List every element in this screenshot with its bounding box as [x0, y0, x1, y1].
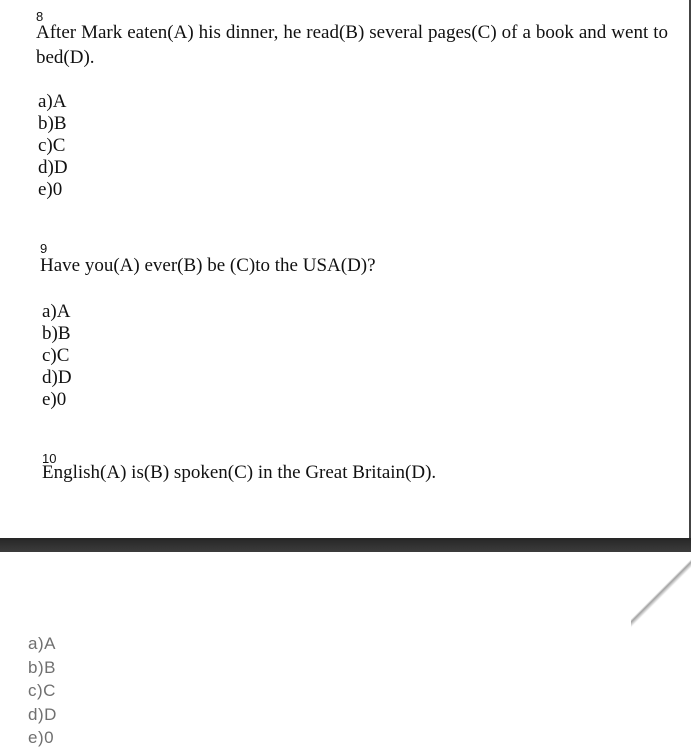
question-8-option-a: a)A [38, 91, 67, 112]
question-9-text: Have you(A) ever(B) be (C)to the USA(D)? [40, 255, 376, 276]
question-8-option-d: d)D [38, 157, 68, 178]
question-8-text: After Mark eaten(A) his dinner, he read(B) several pages(C) of a book and went to bed(D). [36, 22, 668, 68]
question-9-number: 9 [40, 241, 48, 256]
question-10-option-b: b)B [28, 657, 56, 677]
question-9-option-c: c)C [42, 345, 70, 366]
question-10-option-e: e)0 [28, 728, 55, 747]
question-10-option-c: c)C [28, 681, 56, 700]
question-8-options [38, 91, 68, 201]
paper-fold [631, 552, 691, 632]
question-9-option-d: d)D [42, 367, 72, 388]
photo-divider [0, 538, 691, 552]
question-10-option-a: a)A [28, 634, 56, 653]
question-8-option-e: e)0 [38, 179, 63, 200]
question-8-number: 8 [36, 9, 44, 24]
question-9-options [42, 301, 72, 411]
question-8-option-b: b)B [38, 113, 67, 134]
question-9-option-a: a)A [42, 301, 71, 322]
question-9-option-b: b)B [42, 323, 71, 344]
worksheet-bottom [0, 552, 691, 750]
question-10-number: 10 [42, 451, 57, 466]
question-10-options [28, 632, 57, 750]
question-9-option-e: e)0 [42, 389, 67, 410]
question-10-text: English(A) is(B) spoken(C) in the Great Britain(D). [42, 462, 437, 483]
question-10-option-d: d)D [28, 704, 57, 724]
question-8-option-c: c)C [38, 135, 66, 156]
